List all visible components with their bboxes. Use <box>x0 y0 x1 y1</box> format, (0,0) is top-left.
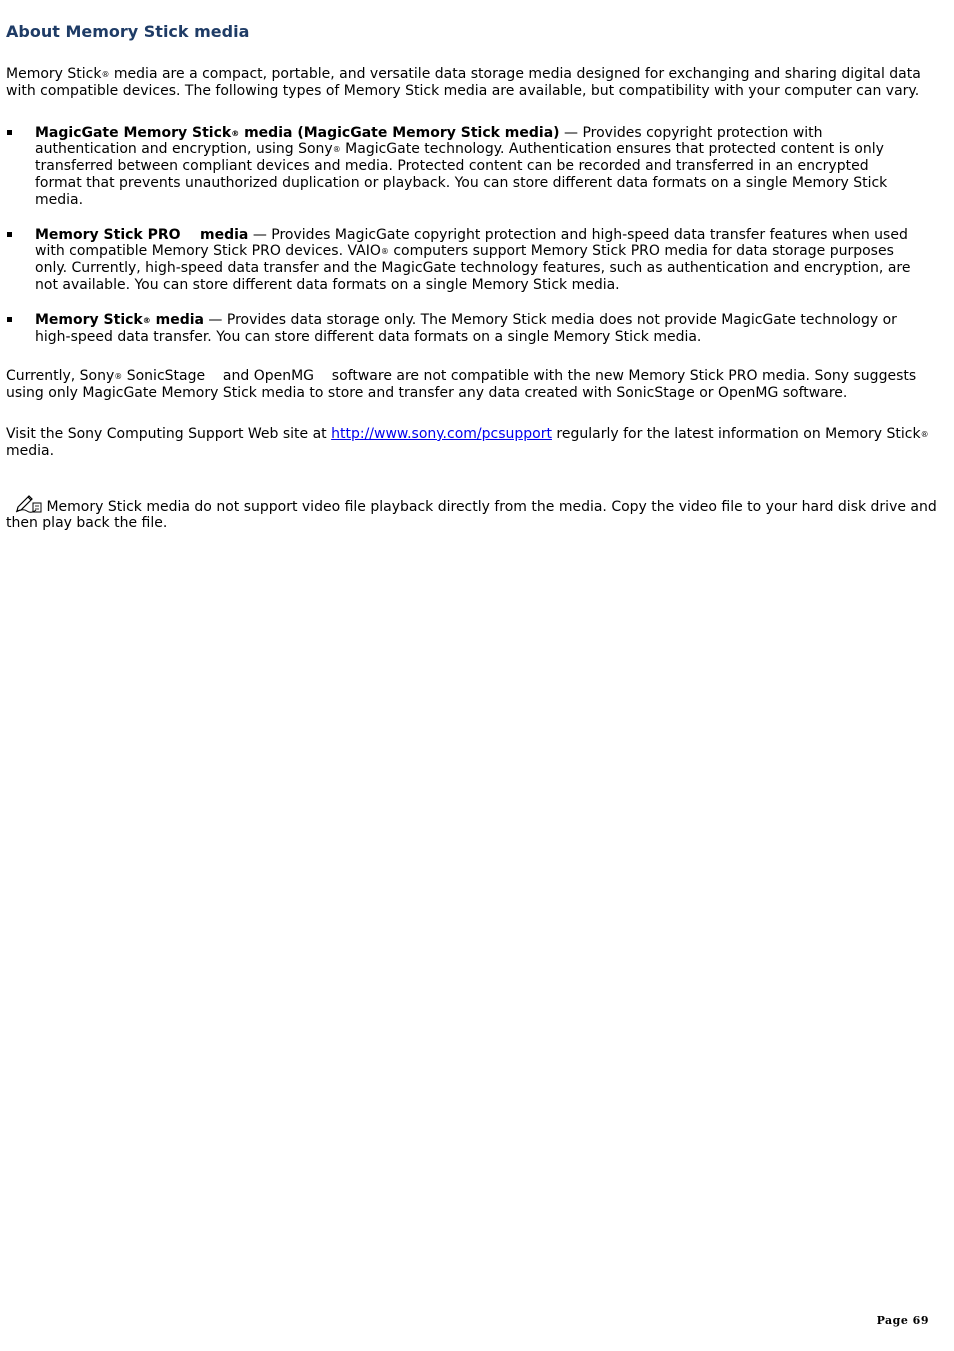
registered-mark: ® <box>920 429 929 439</box>
intro-text-b: media are a compact, portable, and versatile data storage media designed for exchanging and sharing digital data with compatible devices. The following types of Memory Stick media are available, but compatibility with your computer can vary. <box>6 66 921 99</box>
compatibility-paragraph: Currently, Sony® SonicStage and OpenMG software are not compatible with the new Memory Stick PRO media. Sony suggests using only MagicGate Memory Stick media to store and transfer any data created with SonicStage or OpenMG software. <box>6 368 921 402</box>
page-number: Page 69 <box>876 1314 929 1327</box>
item-title: Memory Stick PRO media <box>35 226 249 243</box>
note-icon <box>14 495 42 513</box>
page-title: About Memory Stick media <box>6 22 250 41</box>
intro-paragraph <box>6 66 948 100</box>
item-description-a: — Provides copyright protection with authentication and encryption, using Sony <box>35 124 823 158</box>
item-title: Memory Stick® media <box>35 311 204 328</box>
square-bullet-icon <box>7 317 12 322</box>
list-item-memory-stick <box>6 312 915 346</box>
registered-mark: ® <box>114 372 123 382</box>
registered-mark: ® <box>380 247 389 257</box>
list-item-memory-stick-pro <box>6 227 915 294</box>
square-bullet-icon <box>7 130 12 135</box>
registered-mark: ® <box>142 315 151 325</box>
note-paragraph <box>6 495 948 533</box>
support-paragraph: Visit the Sony Computing Support Web site at http://www.sony.com/pcsupport regularly for the latest information on Memory Stick® media. <box>6 425 929 459</box>
media-type-list <box>6 125 948 346</box>
intro-text-a: Memory Stick <box>6 66 102 82</box>
registered-mark: ® <box>332 145 341 155</box>
item-description-b: computers support Memory Stick PRO media for data storage purposes only. Currently, high-speed data transfer and the MagicGate technology features, such as authentication and encryption, are not available. You can store different data formats on a single Memory Stick media. <box>35 243 911 293</box>
list-item-magicgate <box>6 125 915 209</box>
item-description-a: — Provides MagicGate copyright protection and high-speed data transfer features when used with compatible Memory Stick PRO devices. VAIO <box>35 226 908 260</box>
registered-mark: ® <box>101 70 110 79</box>
item-description: — Provides data storage only. The Memory Stick media does not provide MagicGate technology or high-speed data transfer. You can store different data formats on a single Memory Stick media. <box>35 311 897 345</box>
support-site-link[interactable]: http://www.sony.com/pcsupport <box>331 425 552 442</box>
note-text: Memory Stick media do not support video file playback directly from the media. Copy the video file to your hard disk drive and then play back the file. <box>6 498 937 532</box>
registered-mark: ® <box>231 128 240 138</box>
document-body <box>6 22 948 532</box>
item-title: MagicGate Memory Stick® media (MagicGate Memory Stick media) <box>35 124 560 141</box>
item-description-b: MagicGate technology. Authentication ensures that protected content is only transferred between compliant devices and media. Protected content can be recorded and transferred in an encrypted format that prevents unauthorized duplication or playback. You can store different data formats on a single Memory Stick media. <box>35 141 888 208</box>
square-bullet-icon <box>7 232 12 237</box>
